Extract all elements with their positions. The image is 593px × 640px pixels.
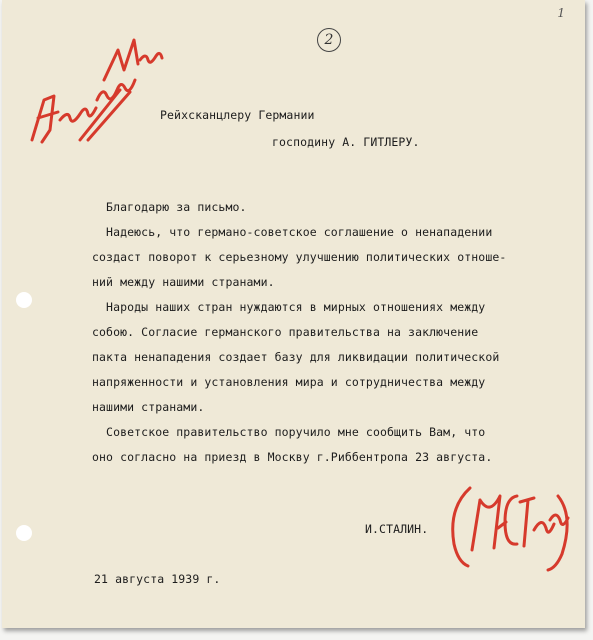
body-line: Советское правительство поручило мне сообщить Вам, что (92, 425, 486, 439)
recipient-line-2: господину А. ГИТЛЕРУ. (272, 135, 420, 149)
body-line: создаст поворот к серьезному улучшению политических отноше- (92, 250, 507, 264)
body-line: ний между нашими странами. (92, 275, 275, 289)
body-line: оно согласно на приезд в Москву г.Риббентропа 23 августа. (92, 450, 493, 464)
handwritten-signature (2, 0, 585, 628)
body-line: Народы наших стран нуждаются в мирных отношениях между (92, 300, 486, 314)
body-line: нашими странами. (92, 400, 205, 414)
document-date: 21 августа 1939 г. (94, 572, 221, 586)
body-line: пакта ненападения создает базу для ликвидации политической (92, 350, 500, 364)
typed-signature: И.СТАЛИН. (365, 522, 429, 536)
body-line: собою. Согласие германского правительства на заключение (92, 325, 479, 339)
document-page (2, 0, 585, 628)
circled-number: 2 (317, 28, 341, 52)
recipient-line-1: Рейхсканцлеру Германии (160, 108, 315, 122)
body-line: Надеюсь, что германо-советское соглашение о ненападении (92, 225, 493, 239)
body-line: Благодарю за письмо. (92, 200, 247, 214)
body-line: напряженности и установления мира и сотрудничества между (92, 375, 486, 389)
page-number: 1 (557, 6, 565, 20)
